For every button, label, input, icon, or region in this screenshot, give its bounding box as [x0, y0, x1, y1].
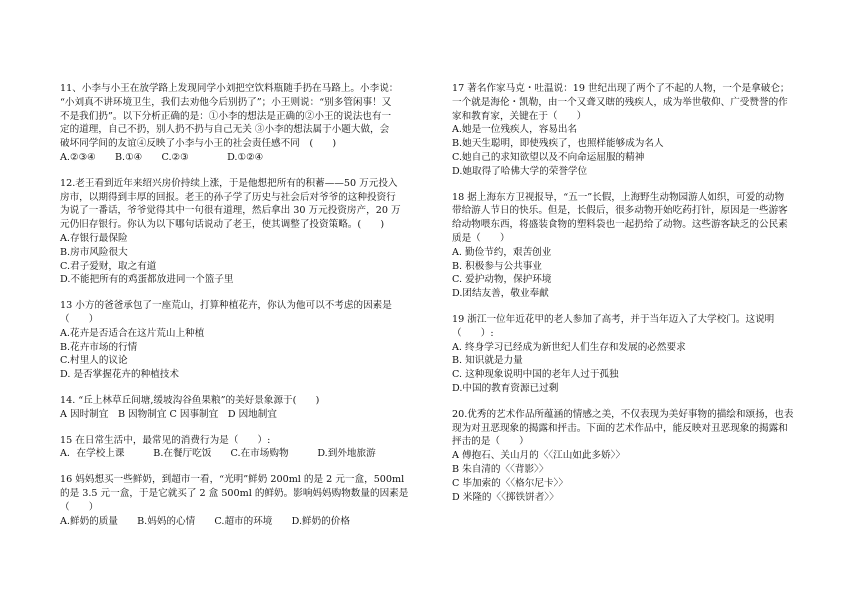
question-line: 带给游人节日的快乐。但是，长假后，很多动物开始吃药打针，原因是一些游客 [452, 205, 788, 217]
question-block [452, 408, 812, 505]
question-block [452, 191, 812, 301]
question-line: C.君子爱财，取之有道 [60, 260, 157, 272]
question-line: 19 浙江一位年近花甲的老人参加了高考，并于当年迈入了大学校门。这说明 [452, 313, 775, 325]
question-line: C.她自己的求知欲望以及不向命运屈服的精神 [452, 151, 645, 163]
question-line: B.她天生聪明，即使残疾了，也照样能够成为名人 [452, 138, 664, 150]
question-line: 为说了一番话，爷爷觉得其中一句很有道理，然后拿出 30 万元投资房产，20 万 [60, 205, 401, 217]
question-line: 现为对丑恶现象的揭露和抨击。下面的艺术作品中，能反映对丑恶现象的揭露和 [452, 422, 788, 434]
question-line: A.存银行最保险 [60, 232, 128, 244]
question-line: 13 小方的爸爸承包了一座荒山，打算种植花卉，你认为他可以不考虑的因素是 [60, 300, 392, 312]
question-line: 家和教育家，关键在于（ ） [452, 110, 587, 122]
question-line: D.团结友善，敬业奉献 [452, 288, 549, 300]
question-line: 质是（ ） [452, 232, 510, 244]
question-line: （ ） [60, 313, 99, 325]
question-line: 16 妈妈想买一些鲜奶，到超市一看，“光明”鲜奶 200ml 的是 2 元一盒，500ml [60, 474, 405, 486]
question-line: （ ）: [452, 327, 494, 339]
question-block [60, 473, 420, 528]
question-line: 定的道理，自己不扔，别人扔不扔与自己无关 ③小李的想法属于小题大做，会 [60, 124, 390, 136]
question-line: C.村里人的议论 [60, 355, 128, 367]
question-line: D 米隆的〈〈掷铁饼者〉〉 [452, 491, 559, 503]
question-line: B. 积极参与公共事业 [452, 260, 542, 272]
question-line: 房市，以期得到丰厚的回报。老王的孙子学了历史与社会后对爷爷的这种投资行 [60, 191, 396, 203]
question-line: A 傅抱石、关山月的〈〈江山如此多娇〉〉 [452, 450, 626, 462]
question-line: B. 知识就是力量 [452, 355, 523, 367]
question-line: 不是我们扔”。以下分析正确的是：①小李的想法是正确的②小王的说法也有一 [60, 110, 392, 122]
question-block [452, 82, 812, 179]
question-line: D.她取得了哈佛大学的荣誉学位 [452, 165, 588, 177]
question-line: A. 勤俭节约，艰苦创业 [452, 246, 552, 258]
question-line: 18 据上海东方卫视报导，“五一”长假，上海野生动物园游人如织，可爱的动物 [452, 191, 785, 203]
question-line: B 朱自清的〈〈背影〉〉 [452, 463, 549, 475]
question-block [60, 434, 420, 462]
question-line: A 因时制宜 B 因物制宜 C 因事制宜 D 因地制宜 [60, 408, 277, 420]
left-column [60, 82, 420, 540]
question-block [60, 177, 420, 287]
question-line: 给动物喂东西，将盛装食物的塑料袋也一起扔给了动物。这些游客缺乏的公民素 [452, 219, 788, 231]
question-line: 12.老王看到近年来绍兴房价持续上涨，于是他想把所有的积蓄——50 万元投入 [60, 177, 398, 189]
question-block [60, 82, 420, 165]
question-line: D.不能把所有的鸡蛋都放进同一个篮子里 [60, 274, 234, 286]
question-line: 14. “丘上林草丘间塘,缓坡沟谷鱼果粮”的美好景象源于( ) [60, 394, 320, 406]
question-line: A.她是一位残疾人，容易出名 [452, 124, 578, 136]
question-line: 一个就是海伦・凯勒，由一个又聋又瞎的残疾人，成为举世敬仰、广受赞誉的作 [452, 96, 788, 108]
question-line: C. 这种现象说明中国的老年人过于孤独 [452, 369, 619, 381]
question-block [60, 394, 420, 422]
question-line: 11、小李与小王在放学路上发现同学小刘把空饮料瓶随手扔在马路上。小李说： [60, 83, 399, 94]
question-line: D. 是否掌握花卉的种植技术 [60, 369, 179, 381]
question-line: （ ） [60, 501, 99, 513]
question-line: A.花卉是否适合在这片荒山上种植 [60, 327, 205, 339]
question-line: 20.优秀的艺术作品所蕴涵的情感之美，不仅表现为美好事物的描绘和颂扬，也表 [452, 408, 794, 420]
question-line: C 毕加索的〈〈格尔尼卡〉〉 [452, 477, 568, 489]
question-line: “小刘真不讲环境卫生，我们去劝他今后别扔了”；小王则说：“别多管闲事！又 [60, 96, 392, 108]
question-line: B.房市风险很大 [60, 246, 128, 258]
question-line: A．在学校上课 B.在餐厅吃饭 C.在市场购物 D.到外地旅游 [60, 448, 376, 460]
question-line: D.中国的教育资源已过剩 [452, 382, 559, 394]
question-block [452, 313, 812, 396]
question-line: C. 爱护动物，保护环境 [452, 274, 552, 286]
question-line: 抨击的是（ ） [452, 436, 529, 448]
question-line: 元仍旧存银行。你认为以下哪句话说动了老王，使其调整了投资策略。( ) [60, 219, 385, 231]
question-line: 破坏同学间的友谊④反映了小李与小王的社会责任感不同 ( ) [60, 138, 337, 150]
question-line: A.②③④ B.①④ C.②③ D.①②④ [60, 151, 264, 163]
question-line: A.鲜奶的质量 B.妈妈的心情 C.超市的环境 D.鲜奶的价格 [60, 515, 350, 527]
question-block [60, 299, 420, 382]
question-line: 17 著名作家马克・吐温说：19 世纪出现了两个了不起的人物，一个是拿破仑； [452, 83, 790, 94]
question-line: B.花卉市场的行情 [60, 341, 138, 353]
right-column [452, 82, 812, 516]
question-line: A. 终身学习已经成为新世纪人们生存和发展的必然要求 [452, 341, 686, 353]
question-line: 的是 3.5 元一盒，于是它就买了 2 盒 500ml 的鲜奶。影响妈妈购物数量的因素是 [60, 487, 409, 499]
question-line: 15 在日常生活中，最常见的消费行为是（ ）: [60, 434, 271, 446]
